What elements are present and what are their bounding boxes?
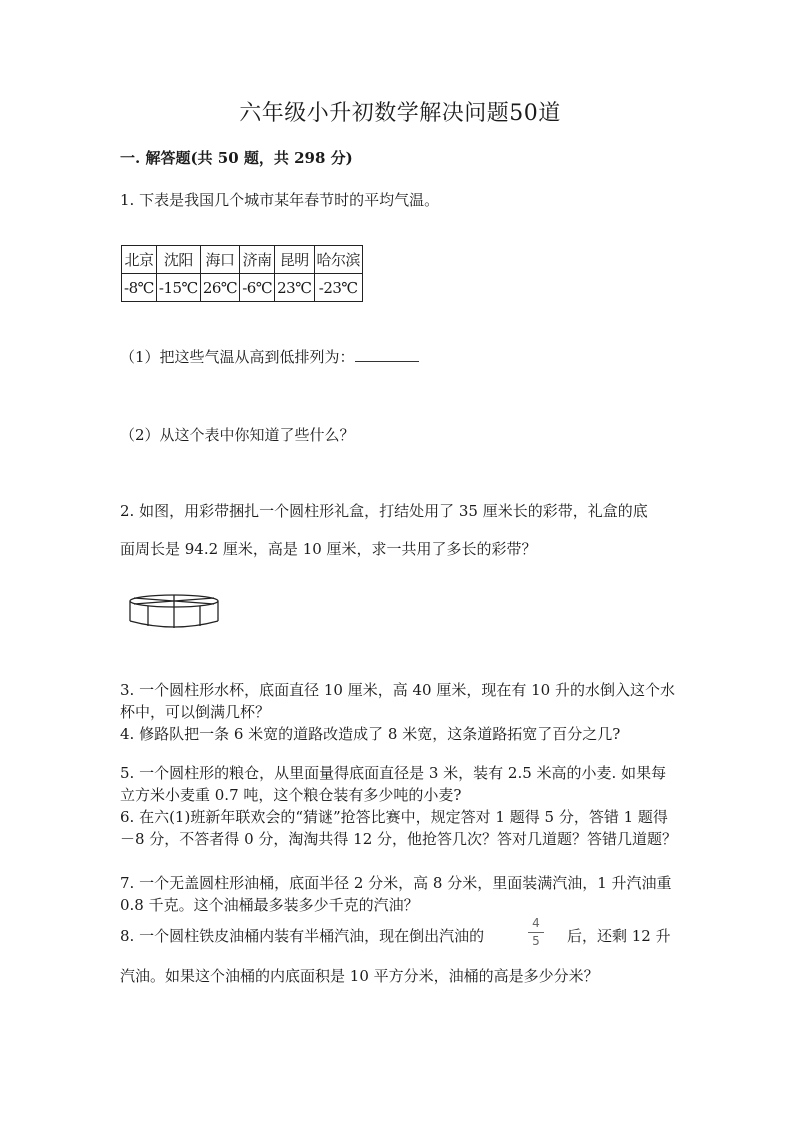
question-7: 7. 一个无盖圆柱形油桶，底面半径 2 分米，高 8 分米，里面装满汽油，1 升汽油重 0.8 千克。这个油桶最多装多少千克的汽油？ — [120, 874, 672, 914]
page-title: 六年级小升初数学解决问题50道 — [239, 101, 561, 126]
table-cell: -8℃ — [122, 274, 157, 302]
table-cell: 济南 — [240, 246, 275, 274]
question-5: 5. 一个圆柱形的粮仓，从里面量得底面直径是 3 米，装有 2.5 米高的小麦. 如果每立方米小麦重 0.7 吨，这个粮仓装有多少吨的小麦? — [120, 764, 667, 804]
fraction-denominator: 5 — [532, 934, 540, 948]
question-3: 3. 一个圆柱形水杯，底面直径 10 厘米，高 40 厘米，现在有 10 升的水倒入这个水杯中，可以倒满几杯？ — [120, 681, 675, 721]
table-cell: 北京 — [122, 246, 157, 274]
question-1-sub2: （2）从这个表中你知道了些什么？ — [120, 426, 355, 444]
table-cell: 沈阳 — [156, 246, 200, 274]
question-8-after: 后，还剩 12 升 — [567, 927, 671, 945]
fraction-four-fifths — [528, 917, 544, 948]
question-4: 4. 修路队把一条 6 米宽的道路改造成了 8 米宽，这条道路拓宽了百分之几? — [120, 725, 621, 743]
question-8-line2: 汽油。如果这个油桶的内底面积是 10 平方分米，油桶的高是多少分米？ — [120, 967, 599, 985]
fraction-bar — [528, 932, 544, 933]
answer-blank — [355, 347, 419, 362]
table-row-cities — [122, 246, 363, 274]
cylinder-gift-box-figure — [126, 592, 222, 632]
table-row-temps — [122, 274, 363, 302]
section-heading: 一. 解答题(共 50 题，共 298 分) — [120, 149, 353, 167]
fraction-numerator: 4 — [532, 916, 540, 930]
question-6: 6. 在六(1)班新年联欢会的“猜谜”抢答比赛中，规定答对 1 题得 5 分，答错 1 题得－8 分，不答者得 0 分，淘淘共得 12 分，他抢答几次？答对几道题？答错几道题？ — [120, 808, 678, 848]
question-1-sub1 — [120, 346, 419, 367]
table-cell: 26℃ — [200, 274, 239, 302]
table-cell: 哈尔滨 — [314, 246, 363, 274]
table-cell: -23℃ — [314, 274, 363, 302]
temperature-table — [121, 245, 363, 302]
question-2-line2: 面周长是 94.2 厘米，高是 10 厘米，求一共用了多长的彩带？ — [120, 540, 537, 558]
table-cell: 23℃ — [275, 274, 314, 302]
question-2-line1: 2. 如图，用彩带捆扎一个圆柱形礼盒，打结处用了 35 厘米长的彩带，礼盒的底 — [120, 502, 648, 520]
question-1-sub1-text: （1）把这些气温从高到低排列为： — [120, 348, 355, 366]
table-cell: 海口 — [200, 246, 239, 274]
table-cell: 昆明 — [275, 246, 314, 274]
question-1-text: 1. 下表是我国几个城市某年春节时的平均气温。 — [120, 191, 440, 209]
question-8-before: 8. 一个圆柱铁皮油桶内装有半桶汽油，现在倒出汽油的 — [120, 927, 485, 945]
table-cell: -15℃ — [156, 274, 200, 302]
table-cell: -6℃ — [240, 274, 275, 302]
